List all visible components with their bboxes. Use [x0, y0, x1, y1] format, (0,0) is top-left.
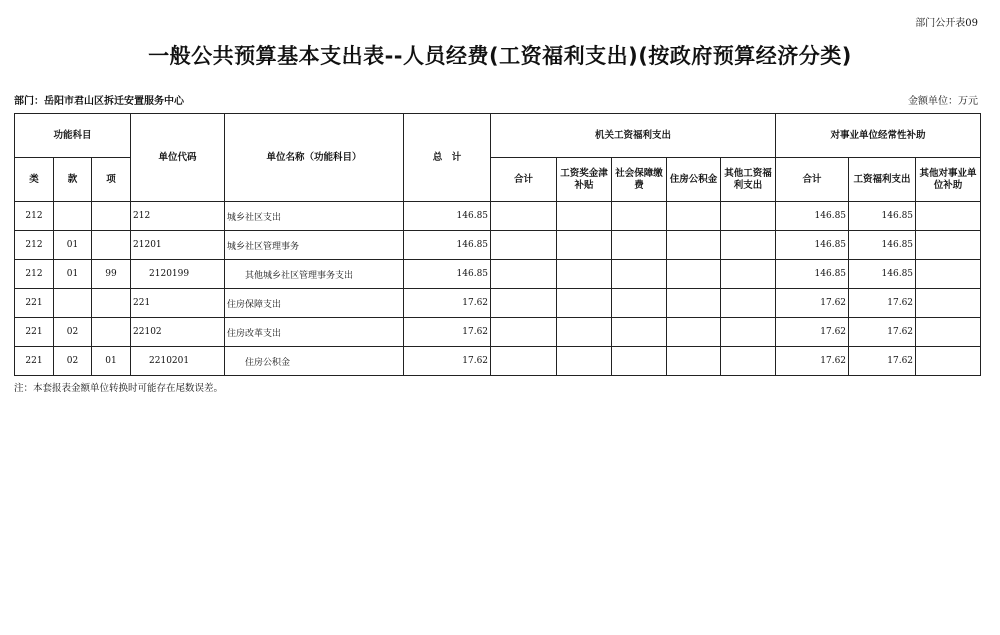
cell-agency-subtotal — [491, 260, 557, 289]
header-subsidy-subtotal: 合计 — [776, 158, 849, 202]
cell-kuan: 01 — [54, 231, 92, 260]
expenditure-table — [14, 113, 981, 376]
header-agency-housing: 住房公积金 — [667, 158, 721, 202]
cell-agency-social — [612, 202, 667, 231]
cell-kuan: 02 — [54, 318, 92, 347]
cell-subsidy-welfare: 146.85 — [849, 260, 916, 289]
cell-name: 城乡社区管理事务 — [225, 231, 404, 260]
cell-lei: 212 — [15, 202, 54, 231]
cell-agency-bonus — [557, 260, 612, 289]
cell-agency-bonus — [557, 202, 612, 231]
header-func-subject: 功能科目 — [15, 114, 131, 158]
cell-agency-other — [721, 231, 776, 260]
cell-agency-subtotal — [491, 289, 557, 318]
cell-agency-other — [721, 347, 776, 376]
page-title: 一般公共预算基本支出表--人员经费(工资福利支出)(按政府预算经济分类) — [148, 44, 852, 68]
cell-agency-housing — [667, 318, 721, 347]
cell-xiang — [92, 231, 131, 260]
cell-xiang — [92, 318, 131, 347]
cell-subsidy-subtotal: 17.62 — [776, 347, 849, 376]
cell-agency-bonus — [557, 318, 612, 347]
footnote: 注：本套报表金额单位转换时可能存在尾数误差。 — [14, 383, 224, 394]
header-kuan: 款 — [54, 158, 92, 202]
cell-code: 2120199 — [131, 260, 225, 289]
cell-agency-subtotal — [491, 347, 557, 376]
header-agency-social: 社会保障缴费 — [612, 158, 667, 202]
cell-kuan: 02 — [54, 347, 92, 376]
cell-name: 住房公积金 — [225, 347, 404, 376]
cell-agency-subtotal — [491, 318, 557, 347]
cell-subsidy-other — [916, 318, 981, 347]
cell-agency-housing — [667, 289, 721, 318]
cell-subsidy-subtotal: 146.85 — [776, 260, 849, 289]
cell-lei: 221 — [15, 289, 54, 318]
cell-xiang: 01 — [92, 347, 131, 376]
header-unit-code: 单位代码 — [131, 114, 225, 202]
header-agency-subtotal: 合计 — [491, 158, 557, 202]
cell-code: 212 — [131, 202, 225, 231]
cell-subsidy-subtotal: 17.62 — [776, 318, 849, 347]
cell-code: 22102 — [131, 318, 225, 347]
form-code: 部门公开表09 — [915, 18, 978, 29]
cell-subsidy-other — [916, 347, 981, 376]
cell-xiang — [92, 202, 131, 231]
table-row — [15, 347, 981, 376]
cell-xiang: 99 — [92, 260, 131, 289]
table-row — [15, 202, 981, 231]
cell-agency-social — [612, 289, 667, 318]
cell-subsidy-welfare: 146.85 — [849, 231, 916, 260]
cell-lei: 221 — [15, 347, 54, 376]
cell-total: 17.62 — [404, 289, 491, 318]
cell-name: 住房改革支出 — [225, 318, 404, 347]
cell-agency-social — [612, 260, 667, 289]
cell-subsidy-welfare: 17.62 — [849, 347, 916, 376]
cell-subsidy-other — [916, 260, 981, 289]
header-lei: 类 — [15, 158, 54, 202]
cell-agency-social — [612, 347, 667, 376]
cell-code: 2210201 — [131, 347, 225, 376]
cell-agency-subtotal — [491, 202, 557, 231]
cell-agency-social — [612, 318, 667, 347]
cell-agency-other — [721, 202, 776, 231]
header-total: 总 计 — [404, 114, 491, 202]
department-label: 部门：岳阳市君山区拆迁安置服务中心 — [14, 96, 184, 107]
cell-name: 其他城乡社区管理事务支出 — [225, 260, 404, 289]
cell-subsidy-other — [916, 231, 981, 260]
cell-total: 146.85 — [404, 231, 491, 260]
cell-kuan: 01 — [54, 260, 92, 289]
table-row — [15, 231, 981, 260]
cell-agency-housing — [667, 347, 721, 376]
table-row — [15, 260, 981, 289]
cell-agency-other — [721, 318, 776, 347]
header-agency-bonus: 工资奖金津补贴 — [557, 158, 612, 202]
cell-total: 146.85 — [404, 202, 491, 231]
cell-agency-housing — [667, 202, 721, 231]
cell-agency-bonus — [557, 347, 612, 376]
cell-agency-bonus — [557, 289, 612, 318]
amount-unit-label: 金额单位：万元 — [908, 96, 978, 107]
cell-subsidy-subtotal: 146.85 — [776, 231, 849, 260]
cell-subsidy-subtotal: 146.85 — [776, 202, 849, 231]
cell-subsidy-welfare: 17.62 — [849, 318, 916, 347]
cell-kuan — [54, 289, 92, 318]
cell-agency-social — [612, 231, 667, 260]
cell-total: 146.85 — [404, 260, 491, 289]
cell-agency-housing — [667, 260, 721, 289]
cell-subsidy-subtotal: 17.62 — [776, 289, 849, 318]
header-unit-name: 单位名称（功能科目） — [225, 114, 404, 202]
cell-agency-bonus — [557, 231, 612, 260]
cell-code: 221 — [131, 289, 225, 318]
cell-lei: 212 — [15, 260, 54, 289]
cell-name: 住房保障支出 — [225, 289, 404, 318]
cell-agency-other — [721, 260, 776, 289]
cell-subsidy-welfare: 146.85 — [849, 202, 916, 231]
cell-total: 17.62 — [404, 347, 491, 376]
header-agency-group: 机关工资福利支出 — [491, 114, 776, 158]
cell-lei: 221 — [15, 318, 54, 347]
cell-code: 21201 — [131, 231, 225, 260]
cell-subsidy-other — [916, 202, 981, 231]
cell-lei: 212 — [15, 231, 54, 260]
cell-name: 城乡社区支出 — [225, 202, 404, 231]
header-xiang: 项 — [92, 158, 131, 202]
cell-subsidy-welfare: 17.62 — [849, 289, 916, 318]
cell-agency-other — [721, 289, 776, 318]
header-agency-other: 其他工资福利支出 — [721, 158, 776, 202]
header-subsidy-welfare: 工资福利支出 — [849, 158, 916, 202]
table-row — [15, 289, 981, 318]
cell-kuan — [54, 202, 92, 231]
table-row — [15, 318, 981, 347]
cell-agency-subtotal — [491, 231, 557, 260]
cell-total: 17.62 — [404, 318, 491, 347]
cell-subsidy-other — [916, 289, 981, 318]
header-subsidy-other: 其他对事业单位补助 — [916, 158, 981, 202]
cell-xiang — [92, 289, 131, 318]
cell-agency-housing — [667, 231, 721, 260]
header-subsidy-group: 对事业单位经常性补助 — [776, 114, 981, 158]
